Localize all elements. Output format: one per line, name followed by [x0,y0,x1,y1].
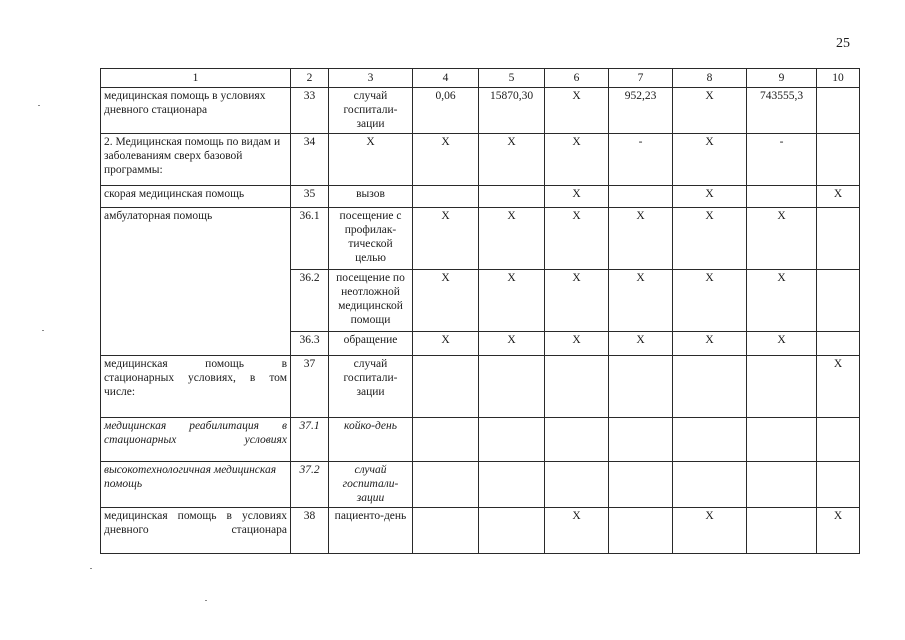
row-number: 36.1 [291,208,329,270]
row-name: высокотехнологичная медицинская помощь [101,462,291,508]
cell-col7 [609,418,673,462]
cell-col4: X [413,134,479,186]
table-row [101,208,860,270]
cell-col9: X [747,270,817,332]
table-row [101,462,860,508]
header-cell: 7 [609,69,673,88]
cell-col4: 0,06 [413,88,479,134]
row-name: скорая медицинская помощь [101,186,291,208]
table-row [101,418,860,462]
cell-col6: X [545,134,609,186]
cell-col9 [747,462,817,508]
cell-col7 [609,508,673,554]
cell-col7: X [609,208,673,270]
cell-col10 [817,88,860,134]
table-row [101,88,860,134]
row-name: медицинская реабилитация в стационарных условиях [101,418,291,462]
cell-col5 [479,186,545,208]
scan-speck [205,600,207,601]
header-cell: 10 [817,69,860,88]
header-cell: 9 [747,69,817,88]
row-number: 34 [291,134,329,186]
cell-col4 [413,356,479,418]
cell-col8: X [673,270,747,332]
cell-col8: X [673,134,747,186]
cell-col8: X [673,332,747,356]
header-cell: 5 [479,69,545,88]
cell-col8 [673,462,747,508]
cell-col8 [673,418,747,462]
cell-col7 [609,462,673,508]
cell-col8 [673,356,747,418]
cell-col5: X [479,134,545,186]
cell-col7: X [609,332,673,356]
cell-col8: X [673,186,747,208]
cell-col6: X [545,270,609,332]
row-number: 36.3 [291,332,329,356]
scan-speck [90,568,92,569]
cell-col6: X [545,186,609,208]
row-number: 37.2 [291,462,329,508]
cell-col6: X [545,332,609,356]
row-unit: посещение по неотложной медицинской помощи [329,270,413,332]
cell-col9 [747,186,817,208]
scan-speck [42,330,44,331]
cell-col7: - [609,134,673,186]
header-cell: 4 [413,69,479,88]
cell-col4 [413,418,479,462]
row-unit: пациенто-день [329,508,413,554]
cell-col10 [817,270,860,332]
row-number: 37.1 [291,418,329,462]
cell-col6: X [545,88,609,134]
row-name: медицинская помощь в стационарных условиях, в том числе: [101,356,291,418]
cell-col10: X [817,508,860,554]
cell-col7 [609,186,673,208]
cell-col8: X [673,508,747,554]
cell-col8: X [673,88,747,134]
cell-col5: 15870,30 [479,88,545,134]
row-unit: посещение с профилак-тической целью [329,208,413,270]
cell-col10: X [817,356,860,418]
cell-col9: 743555,3 [747,88,817,134]
row-unit: обращение [329,332,413,356]
header-cell: 3 [329,69,413,88]
row-unit: случай госпитали-зации [329,356,413,418]
scan-speck [38,105,40,106]
cell-col5 [479,418,545,462]
cell-col10 [817,332,860,356]
cell-col5: X [479,270,545,332]
row-name: 2. Медицинская помощь по видам и заболеваниям сверх базовой программы: [101,134,291,186]
data-table [100,68,860,554]
cell-col5 [479,462,545,508]
row-unit: X [329,134,413,186]
row-number: 35 [291,186,329,208]
cell-col4 [413,186,479,208]
cell-col10: X [817,186,860,208]
cell-col9 [747,356,817,418]
cell-col9: X [747,332,817,356]
cell-col4: X [413,332,479,356]
cell-col7 [609,356,673,418]
cell-col9: - [747,134,817,186]
cell-col5 [479,356,545,418]
row-number: 33 [291,88,329,134]
cell-col7: 952,23 [609,88,673,134]
row-number: 37 [291,356,329,418]
cell-col6: X [545,508,609,554]
cell-col4: X [413,208,479,270]
cell-col5: X [479,332,545,356]
row-unit: вызов [329,186,413,208]
row-unit: случай госпитали-зации [329,462,413,508]
header-cell: 2 [291,69,329,88]
cell-col6 [545,356,609,418]
cell-col5 [479,508,545,554]
cell-col8: X [673,208,747,270]
cell-col6 [545,462,609,508]
header-cell: 6 [545,69,609,88]
cell-col6 [545,418,609,462]
table-row [101,356,860,418]
cell-col9 [747,418,817,462]
cell-col9: X [747,208,817,270]
header-row [101,69,860,88]
page-number: 25 [836,36,850,51]
table-row [101,508,860,554]
row-unit: случай госпитали-зации [329,88,413,134]
cell-col7: X [609,270,673,332]
cell-col10 [817,462,860,508]
cell-col5: X [479,208,545,270]
cell-col4: X [413,270,479,332]
cell-col10 [817,418,860,462]
row-unit: койко-день [329,418,413,462]
row-number: 36.2 [291,270,329,332]
cell-col6: X [545,208,609,270]
cell-col9 [747,508,817,554]
cell-col10 [817,208,860,270]
cell-col4 [413,508,479,554]
header-cell: 8 [673,69,747,88]
row-name: медицинская помощь в условиях дневного стационара [101,508,291,554]
row-number: 38 [291,508,329,554]
header-cell: 1 [101,69,291,88]
cell-col10 [817,134,860,186]
table-row [101,134,860,186]
table-row [101,186,860,208]
row-name: медицинская помощь в условиях дневного стационара [101,88,291,134]
cell-col4 [413,462,479,508]
row-name: амбулаторная помощь [101,208,291,356]
